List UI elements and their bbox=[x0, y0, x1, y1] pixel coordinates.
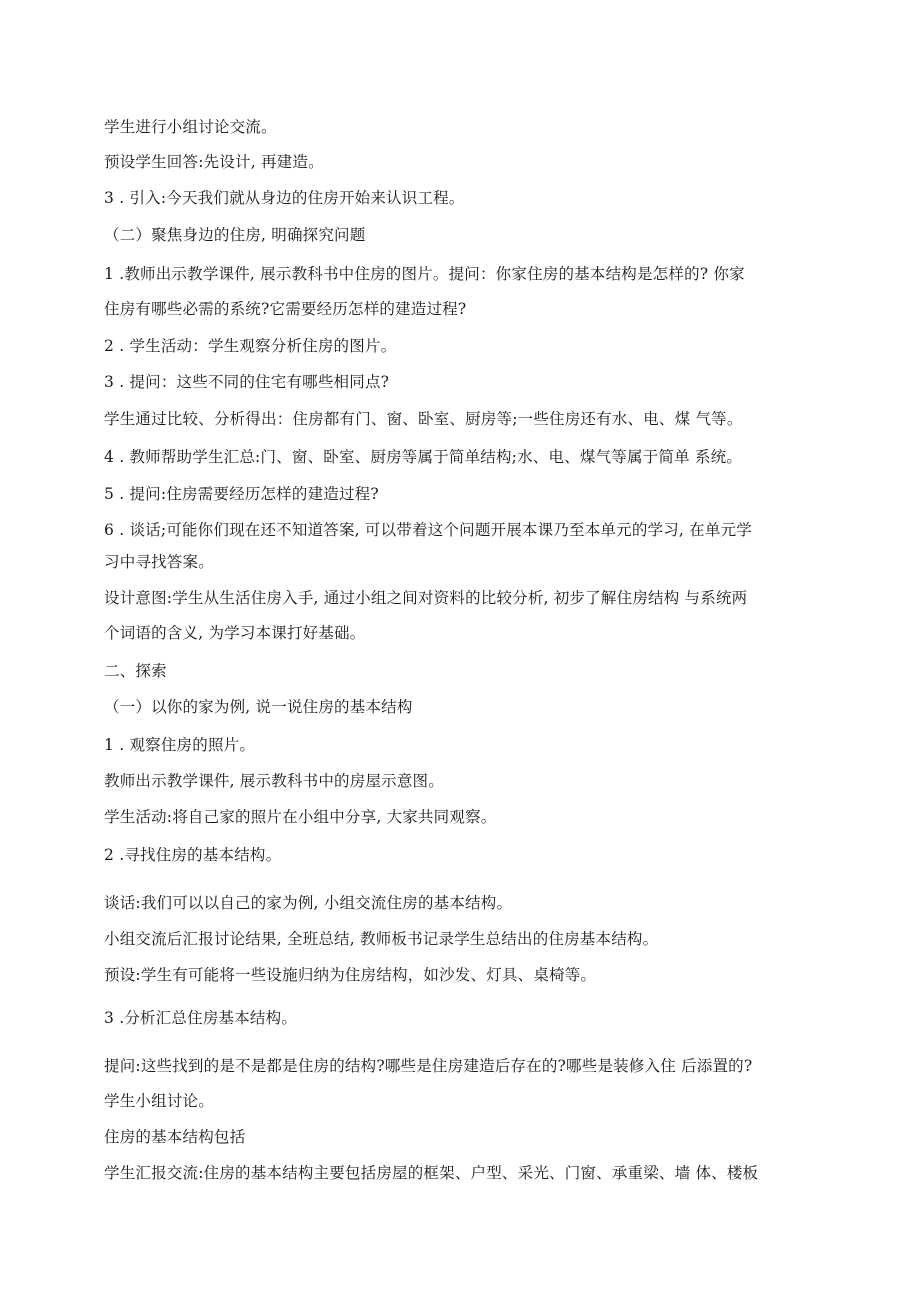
text-line: 学生活动:将自己家的照片在小组中分享, 大家共同观察。 bbox=[104, 808, 497, 826]
text-line: 3 . 引入:今天我们就从身边的住房开始来认识工程。 bbox=[104, 189, 465, 207]
text-line: 个词语的含义, 为学习本课打好基础。 bbox=[104, 624, 366, 642]
text-line: 5 . 提问:住房需要经历怎样的建造过程? bbox=[104, 485, 379, 503]
text-line: 4 . 教师帮助学生汇总:门、窗、卧室、厨房等属于简单结构;水、电、煤气等属于简单 系统。 bbox=[104, 448, 743, 466]
text-line: 学生汇报交流:住房的基本结构主要包括房屋的框架、户型、采光、门窗、承重梁、墙 体、楼板 bbox=[104, 1164, 759, 1182]
text-line: 住房有哪些必需的系统?它需要经历怎样的建造过程? bbox=[104, 300, 467, 318]
text-line: 学生通过比较、分析得出：住房都有门、窗、卧室、厨房等;一些住房还有水、电、煤 气等。 bbox=[104, 410, 743, 428]
text-line: 2 .寻找住房的基本结构。 bbox=[104, 846, 282, 864]
text-line: 3 .分析汇总住房基本结构。 bbox=[104, 1009, 298, 1027]
text-line: 2 . 学生活动：学生观察分析住房的图片。 bbox=[104, 337, 397, 355]
text-line: 提问:这些找到的是不是都是住房的结构?哪些是住房建造后存在的?哪些是装修入住 后添置的? bbox=[104, 1057, 753, 1075]
text-line: 学生进行小组讨论交流。 bbox=[104, 118, 277, 136]
section-heading: （二）聚焦身边的住房, 明确探究问题 bbox=[104, 226, 366, 244]
text-line: 学生小组讨论。 bbox=[104, 1092, 214, 1110]
text-line: 住房的基本结构包括 bbox=[104, 1128, 246, 1146]
text-line: 6 . 谈话;可能你们现在还不知道答案, 可以带着这个问题开展本课乃至本单元的学习, 在单元学 bbox=[104, 521, 752, 539]
text-line: 小组交流后汇报讨论结果, 全班总结, 教师板书记录学生总结出的住房基本结构。 bbox=[104, 930, 659, 948]
text-line: 教师出示教学课件, 展示教科书中的房屋示意图。 bbox=[104, 772, 444, 790]
text-line: 预设:学生有可能将一些设施归纳为住房结构，如沙发、灯具、桌椅等。 bbox=[104, 966, 597, 984]
text-line: 1 .教师出示教学课件, 展示教科书中住房的图片。提问：你家住房的基本结构是怎样的? 你家 bbox=[104, 265, 745, 283]
text-line: 谈话:我们可以以自己的家为例, 小组交流住房的基本结构。 bbox=[104, 894, 513, 912]
text-line: 1 . 观察住房的照片。 bbox=[104, 736, 256, 754]
text-line: 习中寻找答案。 bbox=[104, 553, 214, 571]
section-heading: 二、探索 bbox=[104, 662, 167, 680]
text-line: 预设学生回答:先设计, 再建造。 bbox=[104, 153, 324, 171]
text-line: 3 . 提问：这些不同的住宅有哪些相同点? bbox=[104, 373, 390, 391]
text-line: 设计意图:学生从生活住房入手, 通过小组之间对资料的比较分析, 初步了解住房结构 与系统两 bbox=[104, 589, 748, 607]
section-heading: （一）以你的家为例, 说一说住房的基本结构 bbox=[104, 698, 413, 716]
